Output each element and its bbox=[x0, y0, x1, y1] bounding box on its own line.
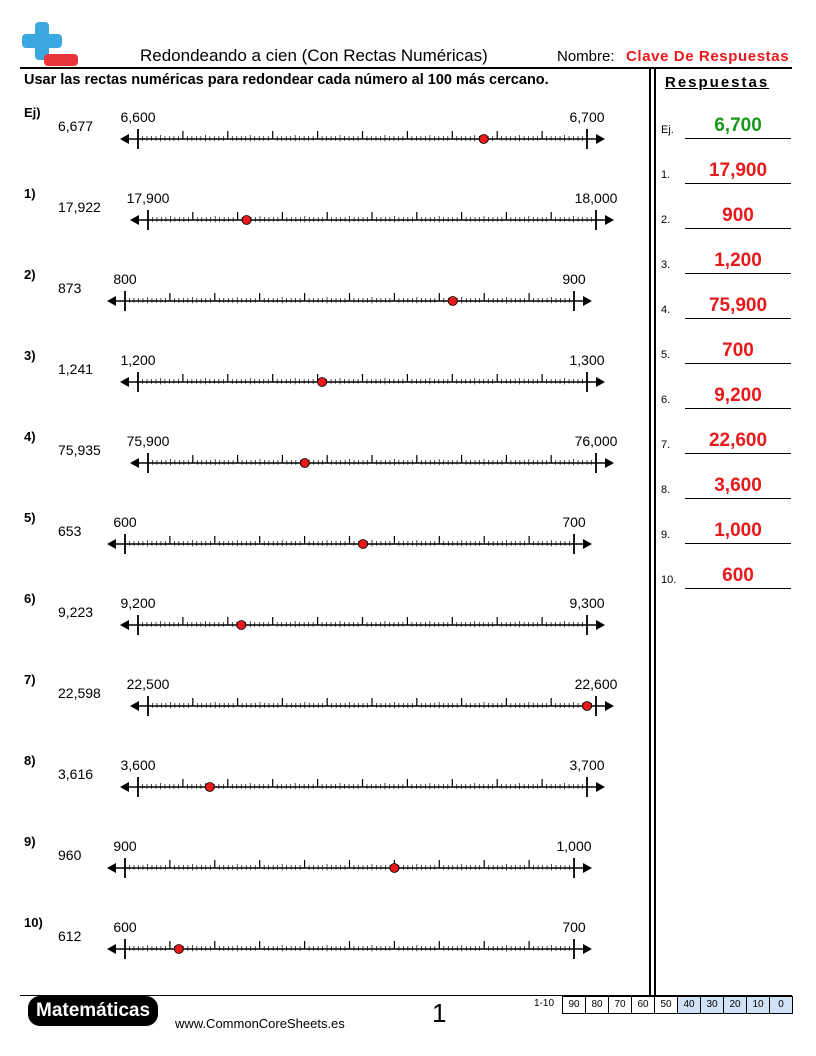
score-cell: 70 bbox=[608, 996, 632, 1014]
arrow-right-icon bbox=[605, 458, 614, 468]
score-cell: 80 bbox=[585, 996, 609, 1014]
number-line bbox=[0, 694, 816, 718]
value-marker-dot bbox=[242, 216, 251, 225]
name-label: Nombre: bbox=[557, 48, 615, 65]
answer-value: 1,000 bbox=[714, 520, 762, 541]
answer-label: 10. bbox=[661, 574, 677, 586]
value-marker-dot bbox=[174, 945, 183, 954]
problem-number: 653 bbox=[58, 523, 82, 539]
problem-number: 75,935 bbox=[58, 442, 101, 458]
value-marker-dot bbox=[205, 783, 214, 792]
problem-label: Ej) bbox=[24, 105, 41, 120]
answer-label: 4. bbox=[661, 304, 671, 316]
number-line-end-label: 22,600 bbox=[574, 676, 618, 692]
score-cell: 40 bbox=[677, 996, 701, 1014]
answer-line bbox=[685, 228, 791, 229]
answer-value: 22,600 bbox=[708, 430, 768, 451]
answers-title: Respuestas bbox=[665, 74, 770, 91]
answer-line bbox=[685, 363, 791, 364]
answer-line bbox=[685, 273, 791, 274]
number-line-end-label: 700 bbox=[562, 919, 586, 935]
answer-label: 1. bbox=[661, 169, 671, 181]
problem-number: 17,922 bbox=[58, 199, 101, 215]
problem-number: 612 bbox=[58, 928, 82, 944]
number-line bbox=[0, 937, 816, 961]
arrow-right-icon bbox=[605, 215, 614, 225]
answer-value: 900 bbox=[722, 205, 754, 226]
problem-label: 5) bbox=[24, 510, 36, 525]
arrow-right-icon bbox=[596, 377, 605, 387]
value-marker-dot bbox=[300, 459, 309, 468]
number-line-end-label: 9,300 bbox=[569, 595, 605, 611]
problem-label: 9) bbox=[24, 834, 36, 849]
answer-value: 6,700 bbox=[714, 115, 762, 136]
problem-number: 873 bbox=[58, 280, 82, 296]
number-line-end-label: 1,300 bbox=[569, 352, 605, 368]
score-cell: 0 bbox=[769, 996, 793, 1014]
answer-line bbox=[685, 453, 791, 454]
answer-label: 6. bbox=[661, 394, 671, 406]
problem-label: 6) bbox=[24, 591, 36, 606]
arrow-right-icon bbox=[596, 134, 605, 144]
number-line-end-label: 3,700 bbox=[569, 757, 605, 773]
number-line-start-label: 22,500 bbox=[126, 676, 170, 692]
answer-line bbox=[685, 588, 791, 589]
arrow-right-icon bbox=[596, 620, 605, 630]
problem-label: 2) bbox=[24, 267, 36, 282]
answer-value: 17,900 bbox=[708, 160, 768, 181]
answer-label: 8. bbox=[661, 484, 671, 496]
problem-label: 3) bbox=[24, 348, 36, 363]
number-line-start-label: 9,200 bbox=[120, 595, 156, 611]
answer-value: 9,200 bbox=[714, 385, 762, 406]
problem-label: 8) bbox=[24, 753, 36, 768]
answer-line bbox=[685, 183, 791, 184]
score-cell: 60 bbox=[631, 996, 655, 1014]
arrow-left-icon bbox=[107, 863, 116, 873]
score-cell: 30 bbox=[700, 996, 724, 1014]
arrow-left-icon bbox=[120, 620, 129, 630]
number-line bbox=[0, 613, 816, 637]
arrow-left-icon bbox=[107, 944, 116, 954]
number-line-end-label: 700 bbox=[562, 514, 586, 530]
arrow-left-icon bbox=[130, 458, 139, 468]
arrow-right-icon bbox=[605, 701, 614, 711]
answer-value: 1,200 bbox=[714, 250, 762, 271]
number-line-start-label: 3,600 bbox=[120, 757, 156, 773]
score-cell: 50 bbox=[654, 996, 678, 1014]
number-line bbox=[0, 451, 816, 475]
instructions: Usar las rectas numéricas para redondear cada número al 100 más cercano. bbox=[24, 72, 549, 88]
number-line-start-label: 600 bbox=[113, 514, 137, 530]
header-rule bbox=[20, 67, 792, 69]
problem-number: 9,223 bbox=[58, 604, 94, 620]
problem-label: 1) bbox=[24, 186, 36, 201]
number-line-start-label: 6,600 bbox=[120, 109, 156, 125]
value-marker-dot bbox=[390, 864, 399, 873]
arrow-right-icon bbox=[583, 539, 592, 549]
number-line-start-label: 17,900 bbox=[126, 190, 170, 206]
brand-badge bbox=[28, 996, 158, 1026]
answer-value: 3,600 bbox=[714, 475, 762, 496]
value-marker-dot bbox=[583, 702, 592, 711]
problem-number: 1,241 bbox=[58, 361, 94, 377]
score-cell: 20 bbox=[723, 996, 747, 1014]
value-marker-dot bbox=[479, 135, 488, 144]
problem-label: 4) bbox=[24, 429, 36, 444]
problem-number: 3,616 bbox=[58, 766, 94, 782]
answer-line bbox=[685, 138, 791, 139]
arrow-left-icon bbox=[130, 215, 139, 225]
site-url: www.CommonCoreSheets.es bbox=[175, 1016, 345, 1031]
problem-number: 6,677 bbox=[58, 118, 94, 134]
answer-line bbox=[685, 543, 791, 544]
number-line-end-label: 18,000 bbox=[574, 190, 618, 206]
arrow-left-icon bbox=[130, 701, 139, 711]
arrow-right-icon bbox=[583, 863, 592, 873]
number-line-end-label: 76,000 bbox=[574, 433, 618, 449]
arrow-left-icon bbox=[107, 539, 116, 549]
answer-label: 2. bbox=[661, 214, 671, 226]
number-line-end-label: 6,700 bbox=[569, 109, 605, 125]
brand-text: Matemáticas bbox=[36, 1000, 151, 1021]
score-range-label: 1-10 bbox=[534, 998, 555, 1009]
page-number: 1 bbox=[432, 998, 447, 1028]
answer-label: 7. bbox=[661, 439, 671, 451]
arrow-left-icon bbox=[120, 782, 129, 792]
score-cell: 90 bbox=[562, 996, 586, 1014]
answer-label: 9. bbox=[661, 529, 671, 541]
value-marker-dot bbox=[358, 540, 367, 549]
number-line-start-label: 75,900 bbox=[126, 433, 170, 449]
value-marker-dot bbox=[448, 297, 457, 306]
score-table bbox=[563, 996, 793, 1014]
answer-label: 5. bbox=[661, 349, 671, 361]
arrow-left-icon bbox=[120, 134, 129, 144]
arrow-right-icon bbox=[596, 782, 605, 792]
number-line bbox=[0, 775, 816, 799]
number-line bbox=[0, 856, 816, 880]
worksheet-title: Redondeando a cien (Con Rectas Numéricas) bbox=[140, 46, 488, 65]
answer-line bbox=[685, 498, 791, 499]
problem-label: 10) bbox=[24, 915, 43, 930]
answer-value: 75,900 bbox=[708, 295, 768, 316]
arrow-left-icon bbox=[120, 377, 129, 387]
answer-value: 600 bbox=[722, 565, 754, 586]
arrow-right-icon bbox=[583, 944, 592, 954]
name-value: Clave De Respuestas bbox=[626, 48, 790, 65]
problem-label: 7) bbox=[24, 672, 36, 687]
number-line-end-label: 1,000 bbox=[556, 838, 592, 854]
answer-line bbox=[685, 318, 791, 319]
answer-label: Ej. bbox=[661, 124, 674, 136]
answer-line bbox=[685, 408, 791, 409]
score-cell: 10 bbox=[746, 996, 770, 1014]
answer-label: 3. bbox=[661, 259, 671, 271]
arrow-left-icon bbox=[107, 296, 116, 306]
number-line-start-label: 1,200 bbox=[120, 352, 156, 368]
plus-minus-logo-icon bbox=[18, 20, 80, 70]
number-line-start-label: 600 bbox=[113, 919, 137, 935]
number-line-end-label: 900 bbox=[562, 271, 586, 287]
arrow-right-icon bbox=[583, 296, 592, 306]
problem-number: 22,598 bbox=[58, 685, 101, 701]
number-line-start-label: 800 bbox=[113, 271, 137, 287]
value-marker-dot bbox=[237, 621, 246, 630]
answer-value: 700 bbox=[722, 340, 754, 361]
problem-number: 960 bbox=[58, 847, 82, 863]
value-marker-dot bbox=[318, 378, 327, 387]
number-line-start-label: 900 bbox=[113, 838, 137, 854]
